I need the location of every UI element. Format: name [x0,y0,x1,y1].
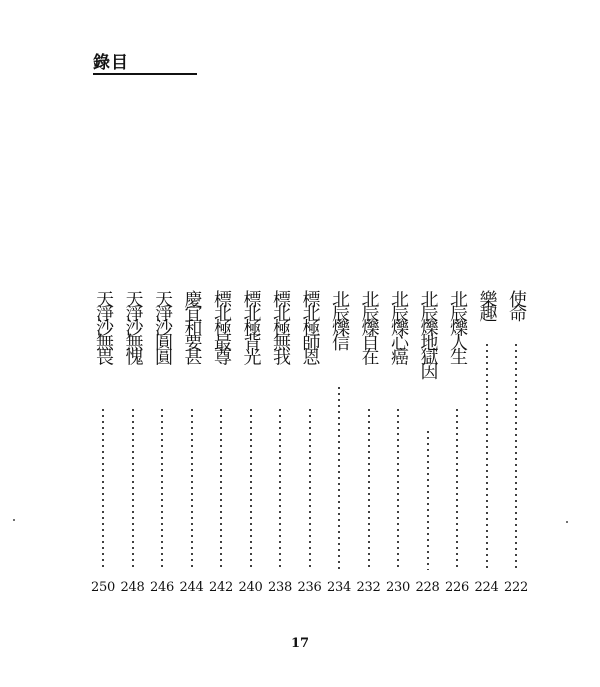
toc-entry-page: 242 [209,580,233,595]
toc-entry-page: 226 [445,580,469,595]
toc-entry [355,290,383,596]
toc-entry [178,290,206,596]
toc-entry [384,290,412,596]
toc-entry-page: 222 [504,580,528,595]
toc-entry-title: 天淨沙無畏 [93,290,114,363]
toc-entry-page: 228 [415,580,440,595]
toc-entry-title: 慶宜和要甚 [181,290,203,363]
toc-entry [266,290,294,596]
toc-entry [119,290,147,596]
toc-leader-dots [250,407,252,570]
scan-speck [566,521,568,523]
toc-entry [414,290,442,596]
toc-entry-title: 北辰爍自在 [358,290,380,363]
toc-entry-page: 232 [356,580,381,595]
toc-entry [89,290,117,596]
toc-leader-dots [279,407,281,570]
toc-entry-title: 標北極背光 [240,290,262,363]
toc-entry-page: 250 [91,580,115,595]
toc-entry [473,290,501,596]
page-header [93,48,129,73]
toc-entry-title: 標北極無我 [270,290,291,363]
toc-entry-title: 樂趣 [476,290,498,319]
toc-leader-dots [309,407,311,570]
toc-entry-page: 244 [179,580,204,595]
toc-entry-page: 238 [268,580,292,595]
toc-entry [237,290,265,596]
toc-entry-title: 標北極最尊 [211,290,232,363]
toc-entry-page: 234 [327,580,351,595]
toc-leader-dots [486,342,488,570]
toc-leader-dots [515,342,517,570]
page-number: 17 [290,636,310,651]
toc-leader-dots [161,407,163,570]
toc-entry-title: 天淨沙圓圓 [152,290,173,363]
toc-entry-title: 使命 [506,290,527,319]
toc-leader-dots [456,407,458,570]
toc-entry-page: 248 [120,580,145,595]
toc-leader-dots [338,385,340,570]
toc-entry [325,290,353,596]
toc-leader-dots [427,429,429,570]
scan-speck [13,519,15,521]
toc-entry-title: 北辰爍地獄因 [417,290,439,377]
toc-entry [296,290,324,596]
toc-entry-title: 北辰爍心癌 [388,290,409,363]
toc-leader-dots [220,407,222,570]
toc-entry [148,290,176,596]
toc-entry-title: 北辰爍人生 [447,290,468,363]
toc-entry-page: 240 [238,580,263,595]
toc-entry [207,290,235,596]
toc-entry [502,290,530,596]
toc-leader-dots [132,407,134,570]
toc-entry-title: 北辰爍信 [329,290,350,348]
toc-entry [443,290,471,596]
toc-entry-page: 230 [386,580,410,595]
toc-leader-dots [191,407,193,570]
toc-entry-page: 236 [297,580,322,595]
toc-leader-dots [368,407,370,570]
toc-entry-page: 224 [474,580,499,595]
toc-leader-dots [102,407,104,570]
table-of-contents [91,290,530,596]
toc-entry-page: 246 [150,580,174,595]
toc-entry-title: 標北極師恩 [299,290,321,363]
toc-entry-title: 天淨沙無愧 [122,290,144,363]
toc-leader-dots [397,407,399,570]
section-title: 錄目 [93,53,129,73]
header-rule [93,73,197,75]
